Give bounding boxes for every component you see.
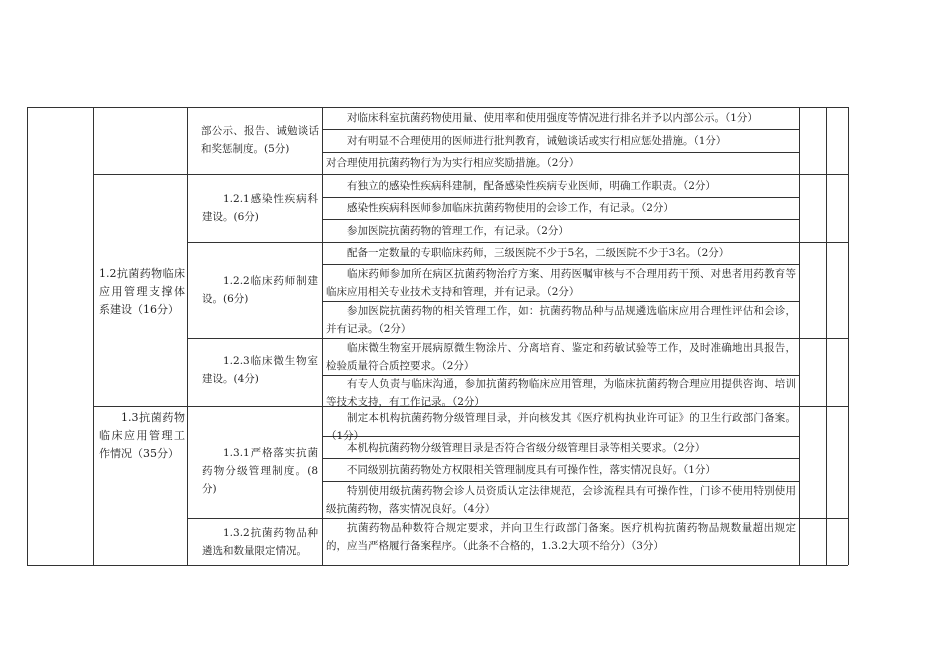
sub-item-discipline: 部公示、报告、诫勉谈话和奖惩制度。(5分) (201, 125, 319, 155)
sub-item-1-2-1: 1.2.1感染性疾病科建设。(6分) (202, 193, 318, 223)
sub-item-1-2-2: 1.2.2临床药师制建设。(6分) (202, 275, 318, 305)
criterion-row: 抗菌药物品种数符合规定要求，并向卫生行政部门备案。医疗机构抗菌药物品规数量超出规定的，应当严格履行备案程序。（此条不合格的，1.3.2大项不给分）（3分） (326, 522, 796, 552)
sub-item-1-3-2: 1.3.2抗菌药物品种遴选和数量限定情况。 (202, 527, 318, 557)
evaluation-table (27, 107, 848, 565)
criterion-row: 特别使用级抗菌药物会诊人员资质认定法律规范，会诊流程具有可操作性，门诊不使用特别使用级抗菌药物，落实情况良好。（4分） (326, 485, 796, 515)
section-1-3: 1.3抗菌药物临床应用管理工作情况（35分） (99, 411, 185, 460)
criterion-row: 参加医院抗菌药物的相关管理工作，如：抗菌药物品种与品规遴选临床应用合理性评估和会诊，并有记录。（2分） (326, 305, 796, 335)
criterion-row: 临床药师参加所在病区抗菌药物治疗方案、用药医嘱审核与不合理用药干预、对患者用药教育等临床应用相关专业技术支持和管理，并有记录。（2分） (326, 268, 796, 298)
criterion-row: 对临床科室抗菌药物使用量、使用率和使用强度等情况进行排名并予以内部公示。（1分） (347, 112, 758, 124)
criterion-row: 有专人负责与临床沟通，参加抗菌药物临床应用管理，为临床抗菌药物合理应用提供咨询、培训等技术支持，有工作记录。（2分） (326, 378, 796, 408)
criterion-row: 感染性疾病科医师参加临床抗菌药物使用的会诊工作，有记录。（2分） (347, 202, 674, 214)
criterion-row: 对有明显不合理使用的医师进行批判教育，诫勉谈话或实行相应惩处措施。（1分） (347, 135, 727, 147)
sub-item-1-3-1: 1.3.1严格落实抗菌药物分级管理制度。(8分) (202, 447, 318, 495)
criterion-row: 不同级别抗菌药物处方权限相关管理制度具有可操作性，落实情况良好。（1分） (347, 464, 716, 476)
criterion-row: 有独立的感染性疾病科建制，配备感染性疾病专业医师，明确工作职责。（2分） (347, 180, 716, 192)
section-1-2: 1.2抗菌药物临床应用管理支撑体系建设（16分） (99, 267, 185, 316)
criterion-row: 临床微生物室开展病原微生物涂片、分离培育、鉴定和药敏试验等工作，及时准确地出具报告，检验质量符合质控要求。（2分） (326, 342, 796, 372)
criterion-row: 参加医院抗菌药物的管理工作，有记录。（2分） (347, 225, 569, 237)
criterion-row: 配备一定数量的专职临床药师，三级医院不少于5名，二级医院不少于3名。（2分） (347, 247, 730, 259)
sub-item-1-2-3: 1.2.3临床微生物室建设。(4分) (202, 355, 318, 385)
criterion-row: 制定本机构抗菌药物分级管理目录，并向核发其《医疗机构执业许可证》的卫生行政部门备案。（1分） (326, 412, 796, 442)
criterion-row: 本机构抗菌药物分级管理目录是否符合省级分级管理目录等相关要求。（2分） (347, 442, 706, 454)
criterion-row: 对合理使用抗菌药物行为为实行相应奖励措施。（2分） (326, 157, 580, 169)
